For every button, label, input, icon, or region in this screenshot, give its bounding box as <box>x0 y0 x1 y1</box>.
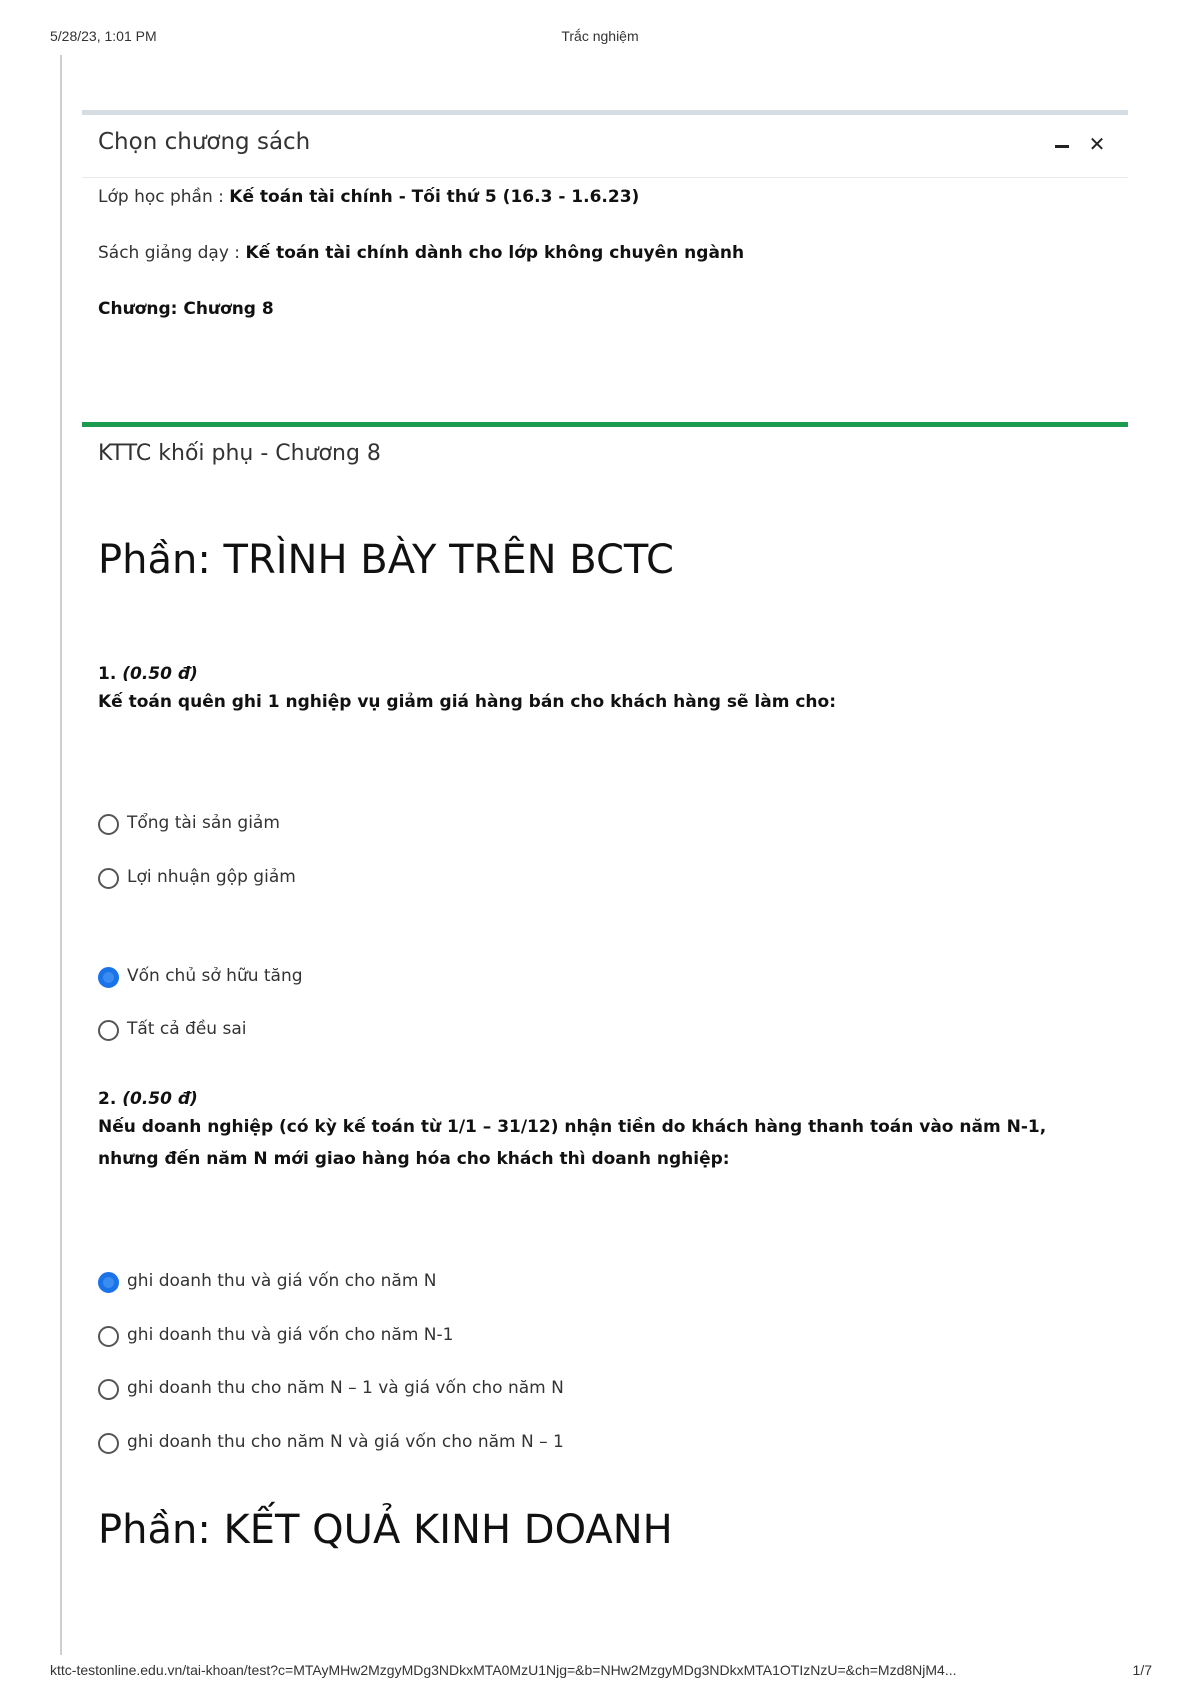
radio-button-checked[interactable] <box>98 1272 119 1293</box>
answer-label: Vốn chủ sở hữu tăng <box>127 966 303 986</box>
left-divider <box>60 55 62 1655</box>
answer-label: Tổng tài sản giảm <box>127 813 280 833</box>
print-footer <box>0 1662 1200 1682</box>
answer-label: ghi doanh thu và giá vốn cho năm N-1 <box>127 1325 454 1345</box>
question-number: 1. <box>98 664 117 684</box>
answer-label: Lợi nhuận gộp giảm <box>127 867 296 887</box>
radio-button[interactable] <box>98 1379 119 1400</box>
answer-label: Tất cả đều sai <box>127 1019 247 1039</box>
close-button[interactable] <box>1084 131 1110 157</box>
section-heading: Phần: TRÌNH BÀY TRÊN BCTC <box>98 537 674 583</box>
question-number: 2. <box>98 1089 117 1109</box>
chapter-value: Chương: Chương 8 <box>98 299 274 319</box>
answer-label: ghi doanh thu cho năm N – 1 và giá vốn cho năm N <box>127 1378 564 1398</box>
question-header <box>98 664 198 684</box>
book-label: Sách giảng dạy : <box>98 243 246 263</box>
print-page-title: Trắc nghiệm <box>561 28 639 44</box>
minus-icon <box>1055 145 1069 148</box>
page-url: kttc-testonline.edu.vn/tai-khoan/test?c=MTAyMHw2MzgyMDg3NDkxMTA0MzU1Njg=&b=NHw2MzgyMDg3NDkxMTA1OTIzNzU=&ch=Mzd8NjM4... <box>50 1662 957 1678</box>
class-value: Kế toán tài chính - Tối thứ 5 (16.3 - 1.6.23) <box>229 187 640 207</box>
radio-button[interactable] <box>98 1433 119 1454</box>
chapter-card-title: Chọn chương sách <box>98 129 311 155</box>
book-value: Kế toán tài chính dành cho lớp không chuyên ngành <box>245 243 745 263</box>
chapter-select-card <box>82 110 1128 365</box>
question-text: Kế toán quên ghi 1 nghiệp vụ giảm giá hàng bán cho khách hàng sẽ làm cho: <box>98 692 837 712</box>
question-header <box>98 1089 198 1109</box>
chapter-card-header <box>82 115 1128 178</box>
radio-button[interactable] <box>98 1020 119 1041</box>
page-number: 1/7 <box>1132 1662 1152 1678</box>
radio-button[interactable] <box>98 868 119 889</box>
question-score: (0.50 đ) <box>122 664 198 684</box>
class-info <box>98 187 639 207</box>
print-header <box>0 28 1200 48</box>
question-score: (0.50 đ) <box>122 1089 198 1109</box>
question-text: Nếu doanh nghiệp (có kỳ kế toán từ 1/1 – 31/12) nhận tiền do khách hàng thanh toán vào năm N-1, nhưng đến năm N mới giao hàng hóa cho khách thì doanh nghiệp: <box>98 1117 1047 1169</box>
radio-button[interactable] <box>98 814 119 835</box>
quiz-card <box>82 422 1128 1657</box>
class-label: Lớp học phần : <box>98 187 230 207</box>
answer-label: ghi doanh thu cho năm N và giá vốn cho năm N – 1 <box>127 1432 564 1452</box>
chapter-info <box>98 299 274 319</box>
answer-label: ghi doanh thu và giá vốn cho năm N <box>127 1271 437 1291</box>
quiz-title: KTTC khối phụ - Chương 8 <box>98 441 381 466</box>
radio-button-checked[interactable] <box>98 967 119 988</box>
section-heading: Phần: KẾT QUẢ KINH DOANH <box>98 1507 673 1553</box>
radio-button[interactable] <box>98 1326 119 1347</box>
close-icon: ✕ <box>1088 132 1106 156</box>
minimize-button[interactable] <box>1050 133 1076 159</box>
book-info <box>98 243 744 263</box>
print-datetime: 5/28/23, 1:01 PM <box>50 28 157 44</box>
